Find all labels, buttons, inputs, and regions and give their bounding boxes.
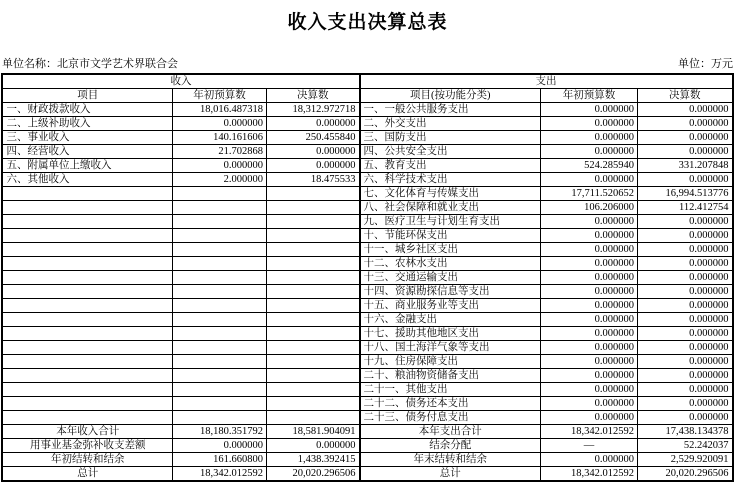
table-row: [2, 131, 732, 145]
income-budget-value: [172, 341, 266, 355]
expense-item-label: 二十一、其他支出: [360, 383, 541, 397]
col-header-income-item: 项目: [2, 89, 172, 103]
income-final-value: [266, 285, 359, 299]
expense-final-value: 0.000000: [638, 173, 733, 187]
expense-summary-budget: 18,342.012592: [541, 425, 638, 439]
table-row: [2, 383, 732, 397]
income-final-value: 250.455840: [266, 131, 359, 145]
expense-item-label: 一、一般公共服务支出: [360, 103, 541, 117]
expense-final-value: 0.000000: [638, 145, 733, 159]
expense-budget-value: 0.000000: [541, 131, 638, 145]
table-row: [2, 243, 732, 257]
income-budget-value: [172, 411, 266, 425]
income-budget-value: [172, 299, 266, 313]
unit-of-measure-label: 单位：万元: [678, 58, 733, 70]
table-header: [2, 74, 732, 103]
expense-summary-label: 结余分配: [360, 439, 541, 453]
income-item-label: [2, 285, 172, 299]
table-row: [2, 257, 732, 271]
expense-item-label: 二十三、债务付息支出: [360, 411, 541, 425]
expense-item-label: 九、医疗卫生与计划生育支出: [360, 215, 541, 229]
expense-final-value: 0.000000: [638, 369, 733, 383]
income-summary-budget: 0.000000: [172, 439, 266, 453]
table-row: [2, 299, 732, 313]
expense-budget-value: 0.000000: [541, 313, 638, 327]
expense-budget-value: 0.000000: [541, 257, 638, 271]
income-budget-value: [172, 229, 266, 243]
income-budget-value: 0.000000: [172, 117, 266, 131]
expense-budget-value: 0.000000: [541, 299, 638, 313]
table-row: [2, 327, 732, 341]
expense-budget-value: 0.000000: [541, 229, 638, 243]
expense-final-value: 0.000000: [638, 117, 733, 131]
income-final-value: [266, 299, 359, 313]
expense-item-label: 二十、粮油物资储备支出: [360, 369, 541, 383]
income-final-value: 18,312.972718: [266, 103, 359, 117]
expense-summary-final: 17,438.134378: [638, 425, 733, 439]
expense-summary-budget: —: [541, 439, 638, 453]
income-final-value: [266, 355, 359, 369]
col-header-income-budget: 年初预算数: [172, 89, 266, 103]
expense-item-label: 六、科学技术支出: [360, 173, 541, 187]
expense-summary-final: 20,020.296506: [638, 467, 733, 482]
income-summary-label: 年初结转和结余: [2, 453, 172, 467]
expense-item-label: 十四、资源勘探信息等支出: [360, 285, 541, 299]
income-summary-final: 0.000000: [266, 439, 359, 453]
income-item-label: [2, 397, 172, 411]
expense-budget-value: 106.206000: [541, 201, 638, 215]
income-final-value: 0.000000: [266, 159, 359, 173]
table-row: [2, 313, 732, 327]
expense-budget-value: 0.000000: [541, 355, 638, 369]
table-row: [2, 145, 732, 159]
income-summary-final: 18,581.904091: [266, 425, 359, 439]
income-item-label: [2, 355, 172, 369]
expense-final-value: 331.207848: [638, 159, 733, 173]
income-item-label: [2, 271, 172, 285]
expense-budget-value: 0.000000: [541, 397, 638, 411]
expense-item-label: 十、节能环保支出: [360, 229, 541, 243]
income-item-label: [2, 313, 172, 327]
expense-budget-value: 0.000000: [541, 145, 638, 159]
income-budget-value: 0.000000: [172, 159, 266, 173]
income-item-label: [2, 187, 172, 201]
income-final-value: [266, 313, 359, 327]
income-summary-final: 20,020.296506: [266, 467, 359, 482]
summary-row: [2, 467, 732, 482]
unit-name-label: 单位名称：北京市文学艺术界联合会: [2, 58, 178, 70]
income-item-label: [2, 257, 172, 271]
income-final-value: [266, 187, 359, 201]
expense-final-value: 0.000000: [638, 341, 733, 355]
income-summary-budget: 18,342.012592: [172, 467, 266, 482]
income-item-label: [2, 383, 172, 397]
expense-item-label: 十三、交通运输支出: [360, 271, 541, 285]
budget-table: [1, 73, 733, 482]
income-budget-value: 18,016.487318: [172, 103, 266, 117]
income-item-label: 一、财政拨款收入: [2, 103, 172, 117]
expense-item-label: 十九、住房保障支出: [360, 355, 541, 369]
expense-budget-value: 0.000000: [541, 285, 638, 299]
income-final-value: [266, 327, 359, 341]
expense-budget-value: 0.000000: [541, 117, 638, 131]
expense-item-label: 十七、援助其他地区支出: [360, 327, 541, 341]
income-budget-value: [172, 257, 266, 271]
table-row: [2, 411, 732, 425]
income-summary-budget: 18,180.351792: [172, 425, 266, 439]
income-final-value: [266, 397, 359, 411]
income-budget-value: [172, 215, 266, 229]
expense-budget-value: 0.000000: [541, 243, 638, 257]
income-item-label: 三、事业收入: [2, 131, 172, 145]
income-summary-budget: 161.660800: [172, 453, 266, 467]
table-row: [2, 201, 732, 215]
income-budget-value: [172, 285, 266, 299]
expense-final-value: 112.412754: [638, 201, 733, 215]
income-item-label: [2, 327, 172, 341]
expense-budget-value: 0.000000: [541, 369, 638, 383]
expense-summary-budget: 18,342.012592: [541, 467, 638, 482]
col-header-expense-final: 决算数: [638, 89, 733, 103]
income-final-value: [266, 201, 359, 215]
col-header-income-final: 决算数: [266, 89, 359, 103]
summary-row: [2, 439, 732, 453]
table-row: [2, 355, 732, 369]
meta-row: [2, 55, 733, 71]
expense-budget-value: 0.000000: [541, 341, 638, 355]
summary-row: [2, 425, 732, 439]
income-item-label: 四、经营收入: [2, 145, 172, 159]
table-row: [2, 117, 732, 131]
income-final-value: [266, 383, 359, 397]
income-budget-value: [172, 271, 266, 285]
income-summary-final: 1,438.392415: [266, 453, 359, 467]
income-item-label: [2, 369, 172, 383]
col-header-expense-item: 项目(按功能分类): [360, 89, 541, 103]
expense-final-value: 16,994.513776: [638, 187, 733, 201]
expense-section-header: 支出: [360, 74, 733, 89]
income-item-label: 二、上级补助收入: [2, 117, 172, 131]
income-item-label: [2, 243, 172, 257]
expense-budget-value: 0.000000: [541, 173, 638, 187]
expense-item-label: 三、国防支出: [360, 131, 541, 145]
table-row: [2, 187, 732, 201]
table-row: [2, 369, 732, 383]
expense-final-value: 0.000000: [638, 411, 733, 425]
expense-budget-value: 0.000000: [541, 215, 638, 229]
expense-final-value: 0.000000: [638, 271, 733, 285]
income-final-value: [266, 229, 359, 243]
expense-summary-budget: 0.000000: [541, 453, 638, 467]
income-final-value: [266, 369, 359, 383]
expense-item-label: 七、文化体育与传媒支出: [360, 187, 541, 201]
expense-budget-value: 17,711.520652: [541, 187, 638, 201]
expense-final-value: 0.000000: [638, 257, 733, 271]
table-row: [2, 159, 732, 173]
expense-budget-value: 0.000000: [541, 411, 638, 425]
income-budget-value: [172, 383, 266, 397]
table-body: [2, 103, 732, 482]
income-item-label: 五、附属单位上缴收入: [2, 159, 172, 173]
column-header-row: [2, 89, 732, 103]
income-budget-value: 140.161606: [172, 131, 266, 145]
expense-final-value: 0.000000: [638, 397, 733, 411]
income-final-value: [266, 257, 359, 271]
table-row: [2, 397, 732, 411]
income-section-header: 收入: [2, 74, 359, 89]
table-row: [2, 173, 732, 187]
expense-budget-value: 0.000000: [541, 271, 638, 285]
income-final-value: 0.000000: [266, 117, 359, 131]
expense-item-label: 十八、国土海洋气象等支出: [360, 341, 541, 355]
expense-final-value: 0.000000: [638, 215, 733, 229]
table-row: [2, 103, 732, 117]
income-budget-value: [172, 327, 266, 341]
expense-final-value: 0.000000: [638, 229, 733, 243]
expense-item-label: 四、公共安全支出: [360, 145, 541, 159]
expense-final-value: 0.000000: [638, 313, 733, 327]
income-final-value: [266, 271, 359, 285]
col-header-expense-budget: 年初预算数: [541, 89, 638, 103]
income-final-value: 18.475533: [266, 173, 359, 187]
income-item-label: [2, 215, 172, 229]
table-row: [2, 341, 732, 355]
expense-item-label: 十五、商业服务业等支出: [360, 299, 541, 313]
income-summary-label: 总计: [2, 467, 172, 482]
income-final-value: [266, 341, 359, 355]
income-budget-value: [172, 369, 266, 383]
page-title: 收入支出决算总表: [287, 12, 448, 33]
expense-final-value: 0.000000: [638, 355, 733, 369]
income-item-label: [2, 299, 172, 313]
summary-row: [2, 453, 732, 467]
expense-final-value: 0.000000: [638, 103, 733, 117]
income-summary-label: 本年收入合计: [2, 425, 172, 439]
expense-budget-value: 0.000000: [541, 383, 638, 397]
expense-item-label: 二十二、债务还本支出: [360, 397, 541, 411]
expense-budget-value: 0.000000: [541, 103, 638, 117]
expense-summary-label: 本年支出合计: [360, 425, 541, 439]
income-budget-value: [172, 187, 266, 201]
table-row: [2, 215, 732, 229]
expense-item-label: 八、社会保障和就业支出: [360, 201, 541, 215]
expense-final-value: 0.000000: [638, 285, 733, 299]
expense-summary-final: 2,529.920091: [638, 453, 733, 467]
expense-item-label: 十一、城乡社区支出: [360, 243, 541, 257]
income-final-value: 0.000000: [266, 145, 359, 159]
income-final-value: [266, 215, 359, 229]
expense-summary-final: 52.242037: [638, 439, 733, 453]
expense-item-label: 十六、金融支出: [360, 313, 541, 327]
income-item-label: 六、其他收入: [2, 173, 172, 187]
income-budget-value: [172, 313, 266, 327]
expense-budget-value: 0.000000: [541, 327, 638, 341]
income-item-label: [2, 201, 172, 215]
income-budget-value: 2.000000: [172, 173, 266, 187]
income-budget-value: [172, 201, 266, 215]
income-final-value: [266, 243, 359, 257]
income-summary-label: 用事业基金弥补收支差额: [2, 439, 172, 453]
expense-budget-value: 524.285940: [541, 159, 638, 173]
table-row: [2, 229, 732, 243]
income-budget-value: [172, 243, 266, 257]
expense-final-value: 0.000000: [638, 131, 733, 145]
expense-final-value: 0.000000: [638, 383, 733, 397]
expense-final-value: 0.000000: [638, 299, 733, 313]
section-header-row: [2, 74, 732, 89]
income-item-label: [2, 341, 172, 355]
income-budget-value: 21.702868: [172, 145, 266, 159]
income-final-value: [266, 411, 359, 425]
income-budget-value: [172, 355, 266, 369]
expense-summary-label: 年末结转和结余: [360, 453, 541, 467]
table-row: [2, 271, 732, 285]
income-item-label: [2, 411, 172, 425]
expense-summary-label: 总计: [360, 467, 541, 482]
income-item-label: [2, 229, 172, 243]
expense-item-label: 二、外交支出: [360, 117, 541, 131]
table-row: [2, 285, 732, 299]
expense-final-value: 0.000000: [638, 243, 733, 257]
income-budget-value: [172, 397, 266, 411]
expense-item-label: 十二、农林水支出: [360, 257, 541, 271]
expense-item-label: 五、教育支出: [360, 159, 541, 173]
expense-final-value: 0.000000: [638, 327, 733, 341]
